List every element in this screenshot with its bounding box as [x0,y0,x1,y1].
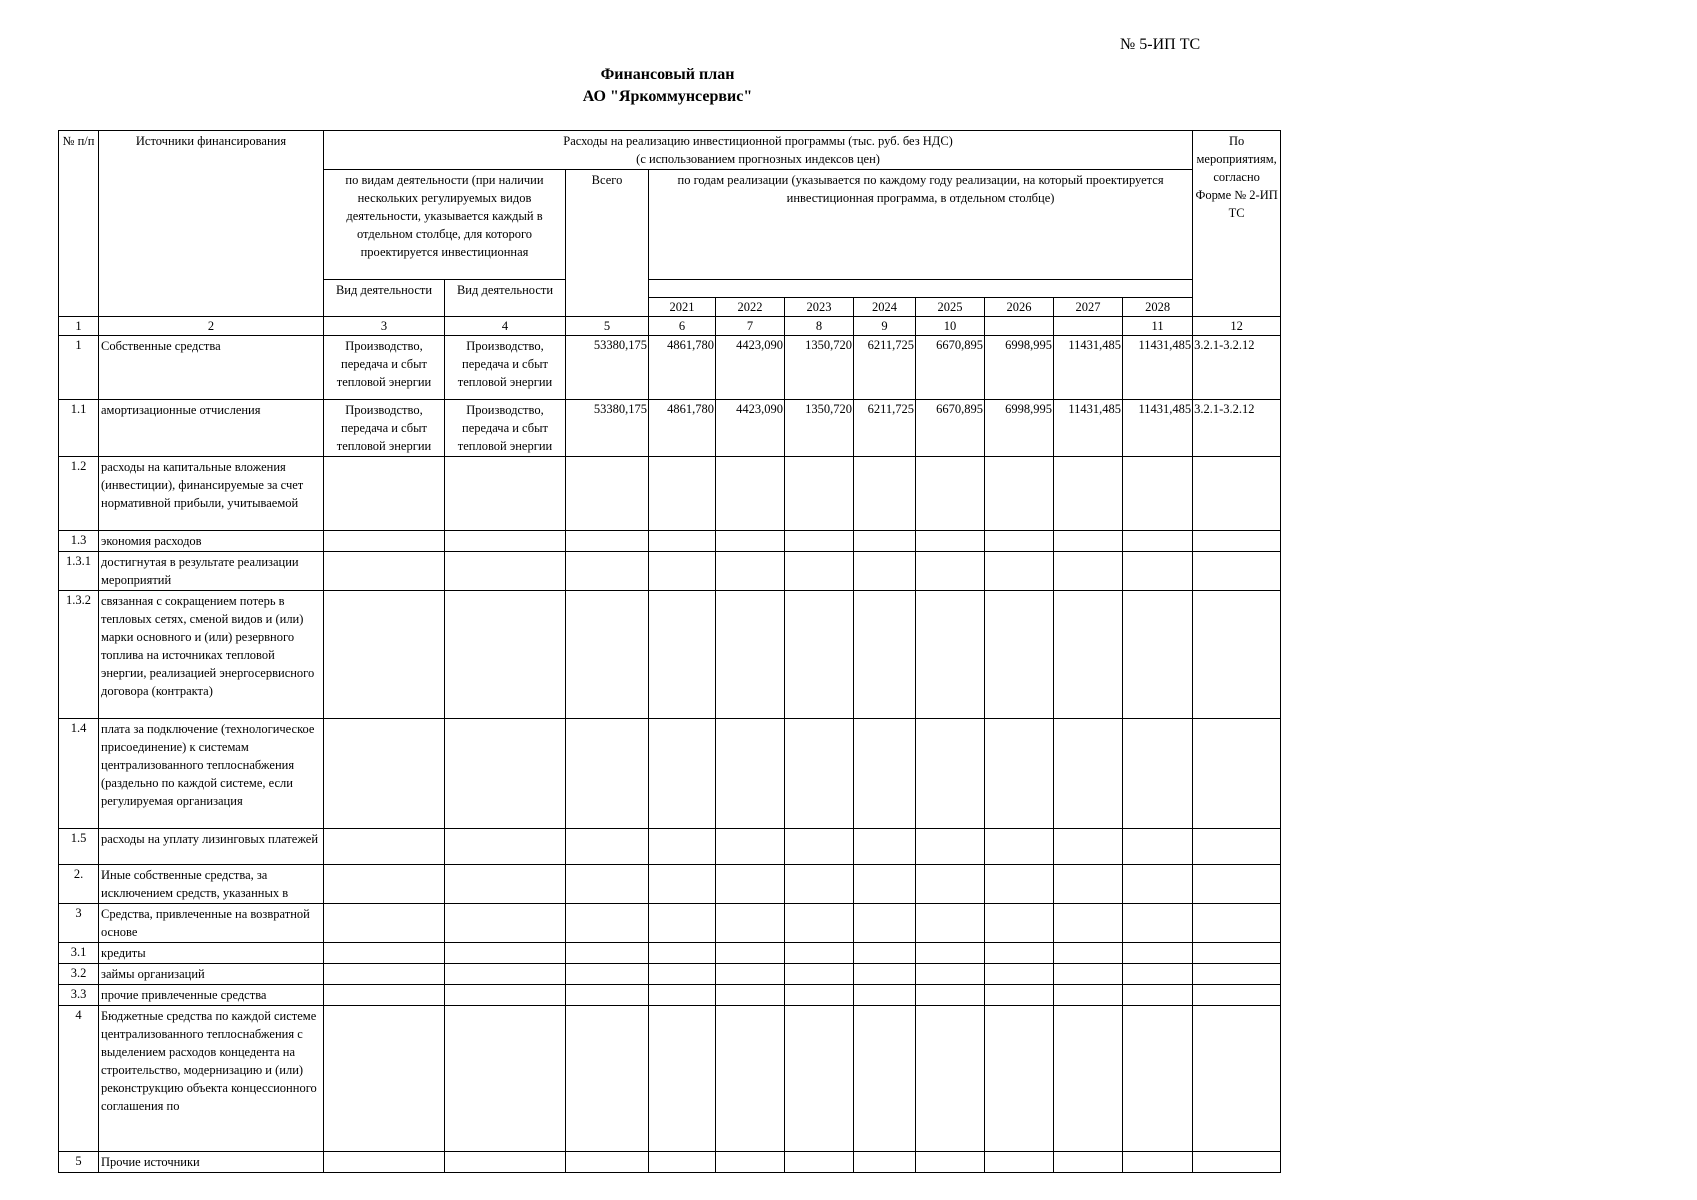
header-num: № п/п [59,131,99,317]
row-value-2021 [649,1152,716,1173]
row-activity-1 [324,943,445,964]
title-line-1: Финансовый план [600,66,735,83]
row-total [566,1006,649,1152]
row-value-2022 [716,943,785,964]
row-source: Средства, привлеченные на возвратной основе [99,904,324,943]
row-total [566,591,649,719]
row-measures [1193,1152,1281,1173]
row-value-2022: 4423,090 [716,336,785,400]
row-activity-1 [324,865,445,904]
row-value-2027: 11431,485 [1054,400,1123,457]
row-total [566,943,649,964]
table-row [59,591,1281,719]
year-cell: 2021 [649,298,716,317]
row-value-2027 [1054,719,1123,829]
row-number: 3.1 [59,943,99,964]
row-activity-1 [324,1006,445,1152]
row-value-2028 [1123,985,1193,1006]
row-value-2021 [649,985,716,1006]
row-number: 1.2 [59,457,99,531]
row-source: Прочие источники [99,1152,324,1173]
row-value-2022 [716,591,785,719]
row-activity-2 [445,829,566,865]
row-activity-2 [445,531,566,552]
row-value-2025 [916,829,985,865]
row-value-2028 [1123,904,1193,943]
row-value-2026: 6998,995 [985,400,1054,457]
table-row [59,552,1281,591]
row-value-2022 [716,531,785,552]
row-value-2028 [1123,1006,1193,1152]
row-total [566,829,649,865]
row-value-2027 [1054,865,1123,904]
table-row [59,964,1281,985]
row-number: 1.5 [59,829,99,865]
table-body [59,336,1281,1173]
row-value-2023 [785,1152,854,1173]
row-value-2024 [854,1152,916,1173]
year-cell: 2023 [785,298,854,317]
row-number: 1.1 [59,400,99,457]
row-value-2022 [716,985,785,1006]
table-row [59,943,1281,964]
row-value-2025 [916,1152,985,1173]
row-activity-2 [445,719,566,829]
row-value-2025 [916,531,985,552]
row-value-2027 [1054,552,1123,591]
row-value-2022 [716,904,785,943]
row-total [566,552,649,591]
row-value-2026 [985,1006,1054,1152]
row-value-2025: 6670,895 [916,400,985,457]
row-value-2026 [985,457,1054,531]
table-row [59,829,1281,865]
row-source: достигнутая в результате реализации мероприятий [99,552,324,591]
row-number: 3.3 [59,985,99,1006]
row-number: 2. [59,865,99,904]
row-value-2024: 6211,725 [854,336,916,400]
row-activity-2 [445,943,566,964]
table-row [59,336,1281,400]
row-total [566,865,649,904]
header-row-1 [59,131,1281,170]
row-total [566,904,649,943]
column-number: 1 [59,317,99,336]
row-value-2021: 4861,780 [649,400,716,457]
row-value-2024 [854,865,916,904]
row-number: 3 [59,904,99,943]
row-value-2025 [916,591,985,719]
row-source: Иные собственные средства, за исключением средств, указанных в [99,865,324,904]
row-activity-2 [445,1152,566,1173]
row-value-2026 [985,985,1054,1006]
row-measures [1193,1006,1281,1152]
row-value-2026 [985,829,1054,865]
row-value-2021 [649,1006,716,1152]
row-value-2027 [1054,829,1123,865]
row-number: 1.4 [59,719,99,829]
header-expenses [324,131,1193,170]
column-number: 8 [785,317,854,336]
row-measures [1193,904,1281,943]
row-measures [1193,964,1281,985]
column-number [1054,317,1123,336]
row-value-2024 [854,719,916,829]
row-activity-1: Производство, передача и сбыт тепловой энергии [324,400,445,457]
row-value-2021 [649,829,716,865]
row-value-2024 [854,943,916,964]
row-number: 1.3.2 [59,591,99,719]
row-value-2027 [1054,985,1123,1006]
row-activity-2 [445,1006,566,1152]
row-value-2021 [649,457,716,531]
row-source: связанная с сокращением потерь в тепловых сетях, сменой видов и (или) марки основного и (или) резервного топлива на источниках тепловой энергии, реализацией энергосервисного договора (контракта) [99,591,324,719]
row-value-2024 [854,904,916,943]
row-measures [1193,531,1281,552]
year-cell: 2024 [854,298,916,317]
row-value-2024 [854,985,916,1006]
year-cell: 2022 [716,298,785,317]
header-total: Всего [566,170,649,317]
row-value-2026 [985,531,1054,552]
row-value-2023: 1350,720 [785,400,854,457]
row-value-2022 [716,719,785,829]
row-value-2023: 1350,720 [785,336,854,400]
row-activity-2 [445,964,566,985]
row-source: Бюджетные средства по каждой системе централизованного теплоснабжения с выделением расходов концедента на строительство, модернизацию и (или) реконструкцию объекта концессионного соглашения по [99,1006,324,1152]
row-value-2025 [916,865,985,904]
row-value-2027 [1054,904,1123,943]
row-value-2024 [854,591,916,719]
row-total: 53380,175 [566,336,649,400]
row-activity-1 [324,904,445,943]
row-value-2026 [985,964,1054,985]
row-value-2021 [649,531,716,552]
row-measures: 3.2.1-3.2.12 [1193,400,1281,457]
row-value-2025 [916,719,985,829]
row-value-2023 [785,457,854,531]
row-number: 1.3 [59,531,99,552]
row-activity-1 [324,719,445,829]
row-measures [1193,591,1281,719]
column-number: 3 [324,317,445,336]
row-value-2028 [1123,591,1193,719]
column-number: 6 [649,317,716,336]
row-activity-1: Производство, передача и сбыт тепловой энергии [324,336,445,400]
column-number: 9 [854,317,916,336]
row-value-2027 [1054,943,1123,964]
title-line-2: АО "Яркоммунсервис" [582,88,753,105]
row-value-2022 [716,865,785,904]
row-total: 53380,175 [566,400,649,457]
row-value-2025 [916,943,985,964]
row-source: экономия расходов [99,531,324,552]
row-activity-1 [324,1152,445,1173]
row-activity-1 [324,829,445,865]
row-value-2028 [1123,531,1193,552]
row-activity-1 [324,964,445,985]
row-total [566,531,649,552]
row-value-2022 [716,829,785,865]
row-measures [1193,865,1281,904]
row-value-2021 [649,943,716,964]
row-source: расходы на капитальные вложения (инвестиции), финансируемые за счет нормативной прибыли, учитываемой [99,457,324,531]
row-value-2028 [1123,719,1193,829]
document-title [0,64,1335,108]
row-source: Собственные средства [99,336,324,400]
row-number: 1 [59,336,99,400]
row-value-2023 [785,985,854,1006]
row-value-2027 [1054,1006,1123,1152]
row-number: 3.2 [59,964,99,985]
row-value-2022: 4423,090 [716,400,785,457]
row-measures [1193,829,1281,865]
row-measures [1193,719,1281,829]
row-total [566,1152,649,1173]
row-value-2028 [1123,865,1193,904]
row-value-2025 [916,904,985,943]
row-number: 5 [59,1152,99,1173]
row-value-2024 [854,829,916,865]
row-activity-1 [324,985,445,1006]
row-value-2022 [716,1006,785,1152]
column-number [985,317,1054,336]
row-activity-1 [324,457,445,531]
header-activities: по видам деятельности (при наличии нескольких регулируемых видов деятельности, указывается каждый в отдельном столбце, для которого проектируется инвестиционная [324,170,566,280]
column-number: 7 [716,317,785,336]
table-row [59,457,1281,531]
table-row [59,1006,1281,1152]
row-source: займы организаций [99,964,324,985]
row-value-2022 [716,964,785,985]
row-total [566,719,649,829]
table-row [59,1152,1281,1173]
row-number: 1.3.1 [59,552,99,591]
row-total [566,985,649,1006]
row-value-2026: 6998,995 [985,336,1054,400]
row-value-2023 [785,531,854,552]
column-number: 12 [1193,317,1281,336]
header-years: по годам реализации (указывается по каждому году реализации, на который проектируется инвестиционная программа, в отдельном столбце) [649,170,1193,280]
row-value-2026 [985,1152,1054,1173]
row-activity-1 [324,552,445,591]
row-value-2028 [1123,829,1193,865]
row-value-2022 [716,1152,785,1173]
header-activity-type-1: Вид деятельности [324,280,445,317]
row-measures [1193,985,1281,1006]
row-value-2024 [854,531,916,552]
row-activity-2: Производство, передача и сбыт тепловой энергии [445,336,566,400]
header-measures: По мероприятиям, согласно Форме № 2-ИП ТС [1193,131,1281,317]
row-value-2024 [854,1006,916,1152]
row-value-2022 [716,457,785,531]
row-activity-2: Производство, передача и сбыт тепловой энергии [445,400,566,457]
row-value-2023 [785,829,854,865]
row-value-2028 [1123,943,1193,964]
table-row [59,531,1281,552]
header-source: Источники финансирования [99,131,324,317]
row-value-2021 [649,904,716,943]
row-activity-2 [445,985,566,1006]
year-cell: 2025 [916,298,985,317]
row-source: амортизационные отчисления [99,400,324,457]
row-value-2027 [1054,591,1123,719]
row-value-2023 [785,719,854,829]
table-row [59,400,1281,457]
row-activity-2 [445,591,566,719]
row-source: расходы на уплату лизинговых платежей [99,829,324,865]
row-value-2027: 11431,485 [1054,336,1123,400]
row-total [566,457,649,531]
row-activity-2 [445,865,566,904]
row-measures [1193,457,1281,531]
table-row [59,719,1281,829]
header-expenses-line1: Расходы на реализацию инвестиционной программы (тыс. руб. без НДС) [563,134,953,148]
row-value-2026 [985,719,1054,829]
year-cell: 2027 [1054,298,1123,317]
row-value-2023 [785,964,854,985]
row-source: кредиты [99,943,324,964]
row-value-2024: 6211,725 [854,400,916,457]
financial-plan-table [58,130,1281,1173]
row-value-2023 [785,904,854,943]
row-source: плата за подключение (технологическое присоединение) к системам централизованного теплоснабжения (раздельно по каждой системе, если регулируемая организация [99,719,324,829]
row-value-2026 [985,591,1054,719]
row-value-2021 [649,865,716,904]
row-value-2028 [1123,552,1193,591]
row-value-2028: 11431,485 [1123,336,1193,400]
row-value-2028 [1123,457,1193,531]
row-value-2021: 4861,780 [649,336,716,400]
row-value-2023 [785,552,854,591]
row-measures [1193,552,1281,591]
row-activity-2 [445,552,566,591]
column-number-row [59,317,1281,336]
row-value-2028 [1123,964,1193,985]
row-value-2021 [649,591,716,719]
row-value-2024 [854,552,916,591]
form-number: № 5-ИП ТС [1120,36,1201,53]
row-value-2025 [916,985,985,1006]
column-number: 10 [916,317,985,336]
column-number: 5 [566,317,649,336]
row-value-2028 [1123,1152,1193,1173]
row-measures [1193,943,1281,964]
table-row [59,985,1281,1006]
column-number: 4 [445,317,566,336]
row-activity-1 [324,591,445,719]
row-value-2024 [854,457,916,531]
row-activity-1 [324,531,445,552]
column-number: 2 [99,317,324,336]
row-measures: 3.2.1-3.2.12 [1193,336,1281,400]
year-cell: 2028 [1123,298,1193,317]
row-value-2023 [785,1006,854,1152]
row-value-2027 [1054,457,1123,531]
row-value-2025 [916,964,985,985]
row-value-2025: 6670,895 [916,336,985,400]
row-number: 4 [59,1006,99,1152]
row-value-2025 [916,457,985,531]
row-value-2021 [649,552,716,591]
row-value-2027 [1054,964,1123,985]
row-value-2027 [1054,1152,1123,1173]
row-source: прочие привлеченные средства [99,985,324,1006]
row-value-2023 [785,865,854,904]
row-value-2023 [785,943,854,964]
row-value-2025 [916,1006,985,1152]
year-cell: 2026 [985,298,1054,317]
row-value-2026 [985,552,1054,591]
row-value-2022 [716,552,785,591]
row-value-2026 [985,904,1054,943]
table-row [59,865,1281,904]
table-row [59,904,1281,943]
row-value-2021 [649,964,716,985]
column-number: 11 [1123,317,1193,336]
row-value-2028: 11431,485 [1123,400,1193,457]
header-years-spacer [649,280,1193,298]
row-activity-2 [445,457,566,531]
row-value-2025 [916,552,985,591]
row-value-2026 [985,943,1054,964]
row-value-2026 [985,865,1054,904]
header-expenses-line2: (с использованием прогнозных индексов цен) [636,152,880,166]
row-activity-2 [445,904,566,943]
row-value-2021 [649,719,716,829]
row-total [566,964,649,985]
row-value-2027 [1054,531,1123,552]
row-value-2023 [785,591,854,719]
header-activity-type-2: Вид деятельности [445,280,566,317]
row-value-2024 [854,964,916,985]
